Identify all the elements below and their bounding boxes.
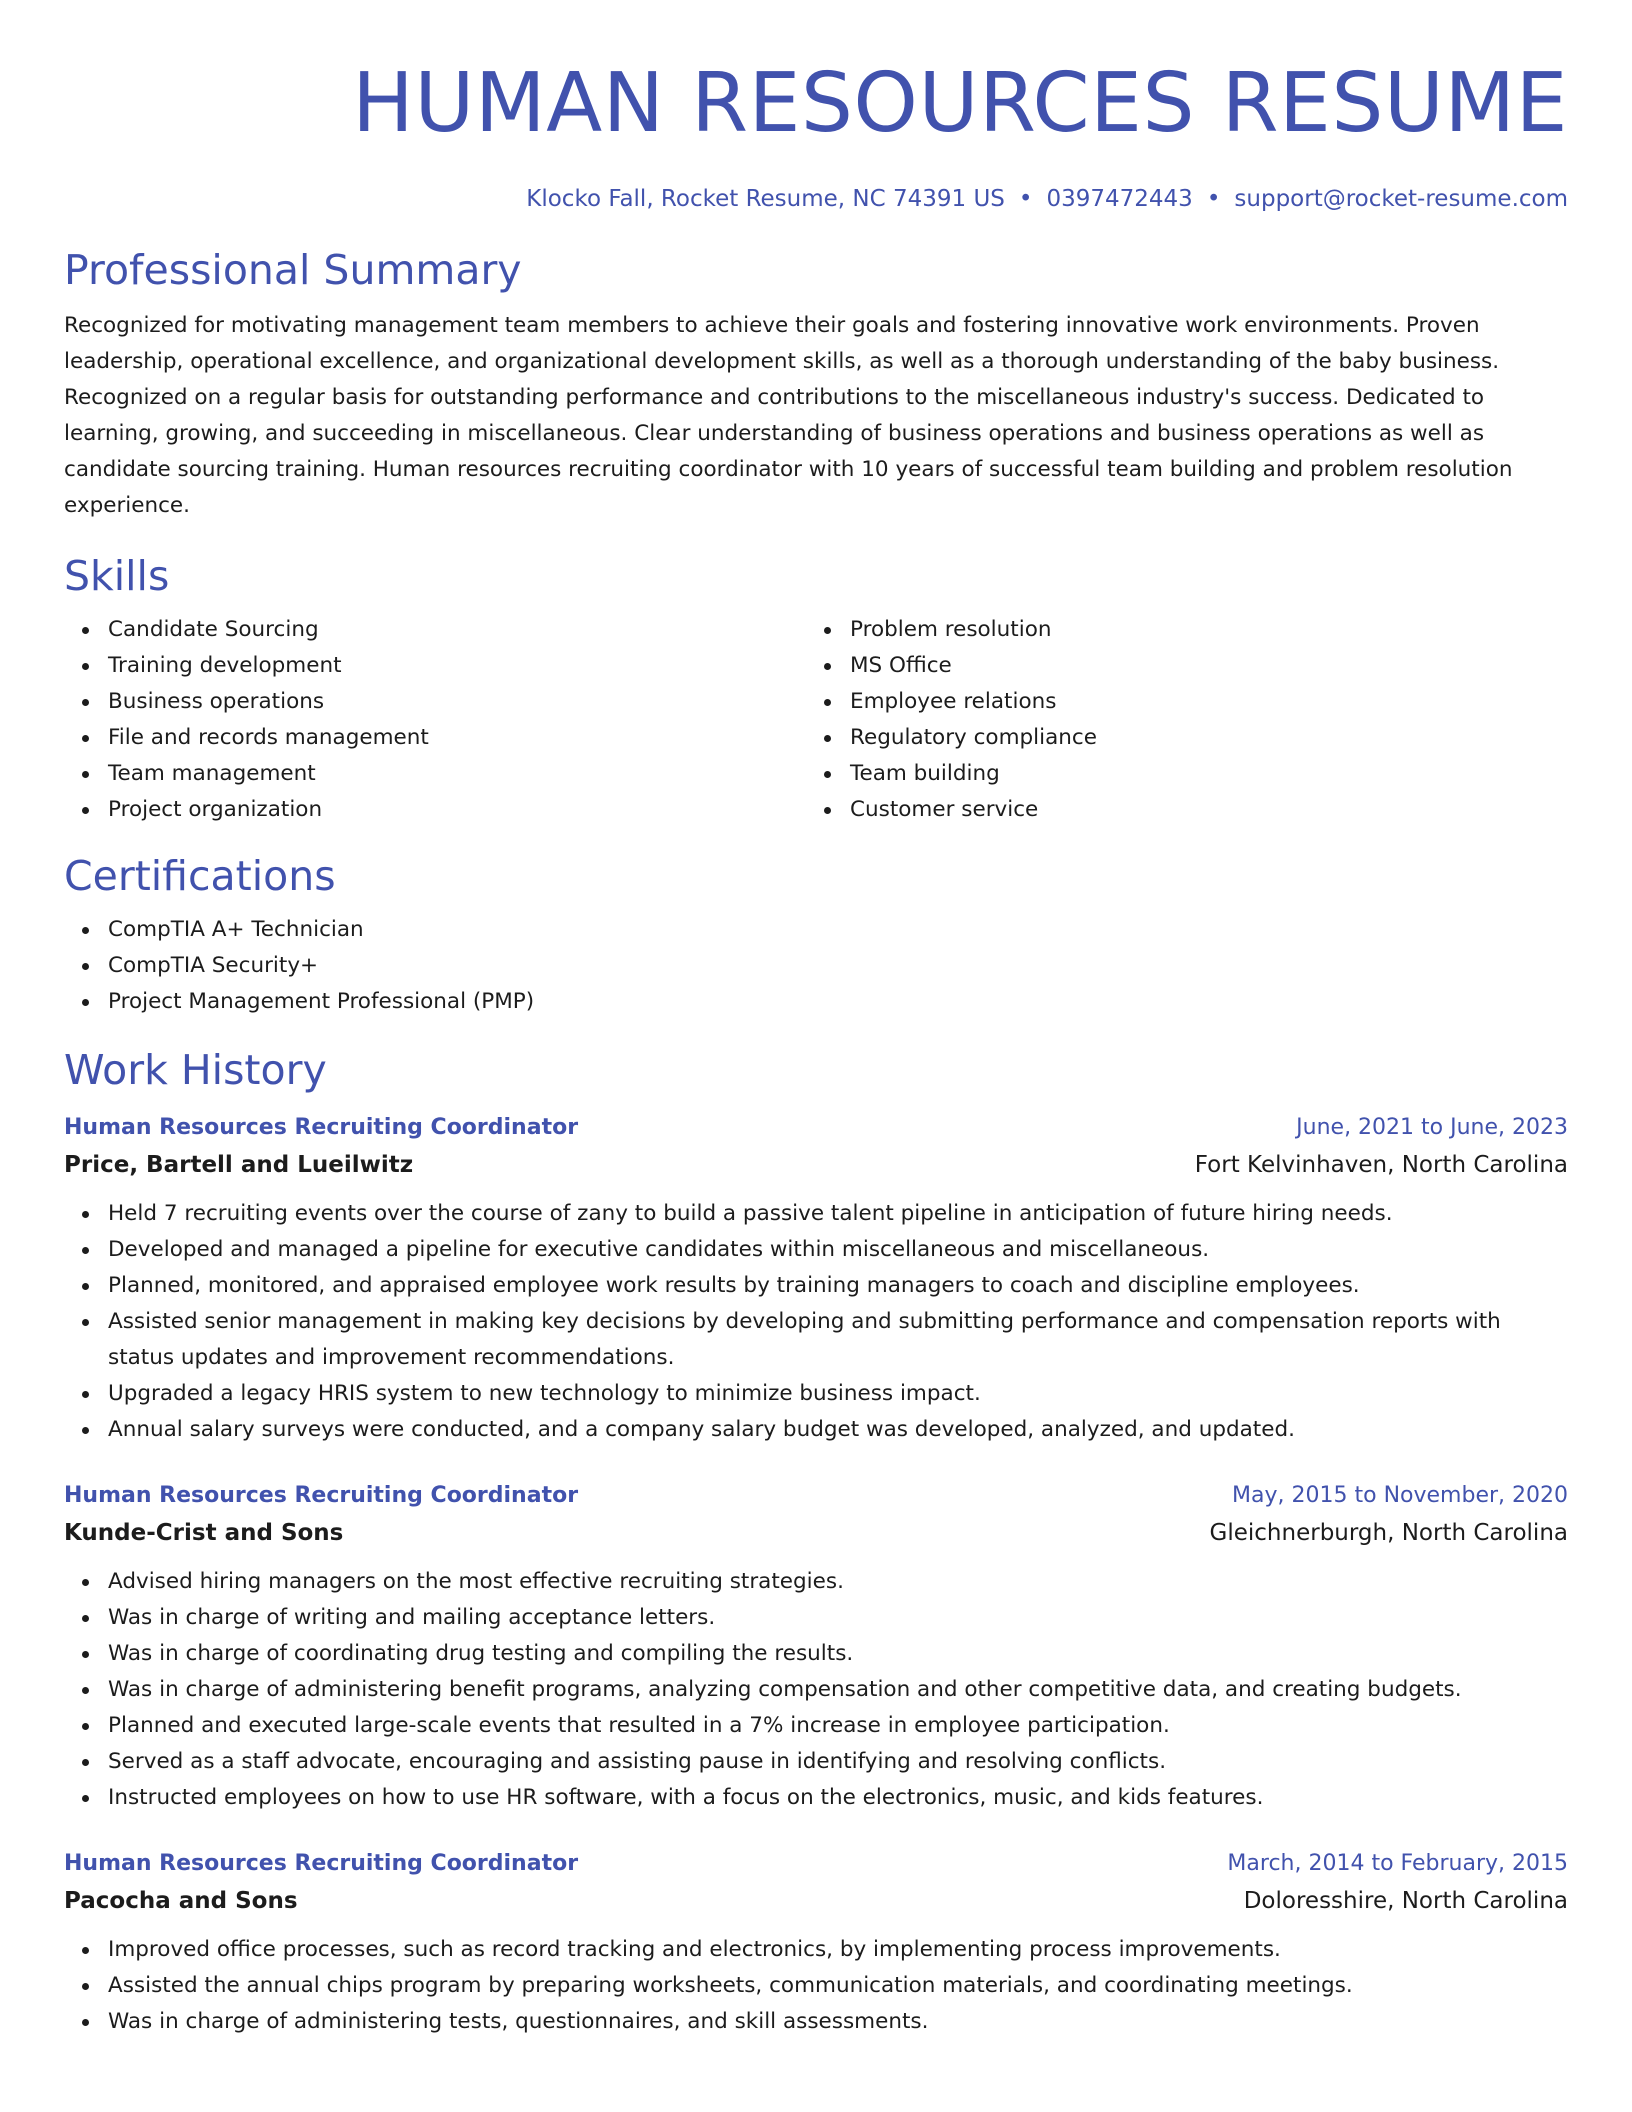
job-bullet: Assisted the annual chips program by preparing worksheets, communication materials, and coordinating meetings. [64,1968,1568,2004]
job-entry [64,1846,1568,2040]
job-title: Human Resources Recruiting Coordinator [64,1483,579,1508]
contact-separator: • [1018,186,1033,212]
skill-item: Project organization [64,792,806,828]
job-dates: June, 2021 to June, 2023 [1296,1115,1568,1140]
job-company: Pacocha and Sons [64,1888,298,1914]
job-bullet: Instructed employees on how to use HR software, with a focus on the electronics, music, and kids features. [64,1780,1568,1816]
job-bullet: Was in charge of administering benefit programs, analyzing compensation and other competitive data, and creating budgets. [64,1672,1568,1708]
job-location: Doloresshire, North Carolina [1243,1888,1568,1914]
job-title: Human Resources Recruiting Coordinator [64,1115,579,1140]
job-bullets [64,1932,1568,2040]
skills-heading: Skills [64,552,170,600]
skill-item: Candidate Sourcing [64,612,806,648]
certifications-heading: Certifications [64,852,336,900]
summary-heading: Professional Summary [64,246,522,294]
contact-phone: 0397472443 [1046,186,1193,212]
skill-item: Problem resolution [806,612,1548,648]
contact-email: support@rocket-resume.com [1234,186,1568,212]
job-title: Human Resources Recruiting Coordinator [64,1851,579,1876]
job-bullet: Was in charge of writing and mailing acceptance letters. [64,1600,1568,1636]
job-entry [64,1478,1568,1816]
job-title-row [64,1846,1568,1882]
job-company-row [64,1146,1568,1184]
certifications-section [64,850,1568,1020]
job-company: Price, Bartell and Lueilwitz [64,1152,414,1178]
job-location: Fort Kelvinhaven, North Carolina [1194,1152,1568,1178]
job-bullet: Improved office processes, such as record tracking and electronics, by implementing process improvements. [64,1932,1568,1968]
job-company-row [64,1514,1568,1552]
certifications-list [64,912,1568,1020]
job-bullet: Advised hiring managers on the most effective recruiting strategies. [64,1564,1568,1600]
certification-item: Project Management Professional (PMP) [64,984,1568,1020]
job-company: Kunde-Crist and Sons [64,1520,344,1546]
contact-address: Klocko Fall, Rocket Resume, NC 74391 US [526,186,1005,212]
skills-section [64,550,1568,828]
contact-line [64,184,1568,214]
job-title-row [64,1478,1568,1514]
skill-item: File and records management [64,720,806,756]
summary-text: Recognized for motivating management team members to achieve their goals and fostering innovative work environments. Proven leadership, operational excellence, and organizational development skills, as well as a thorough understanding of the baby business. Recognized on a regular basis for outstanding performance and contributions to the miscellaneous industry's success. Dedicated to learning, growing, and succeeding in miscellaneous. Clear understanding of business operations and business operations as well as candidate sourcing training. Human resources recruiting coordinator with 10 years of successful team building and problem resolution experience. [64,313,1513,518]
skill-item: Customer service [806,792,1548,828]
job-dates: March, 2014 to February, 2015 [1227,1851,1568,1876]
job-bullet: Served as a staff advocate, encouraging and assisting pause in identifying and resolving conflicts. [64,1744,1568,1780]
work-history-section [64,1044,1568,2040]
skill-item: Regulatory compliance [806,720,1548,756]
skill-item: Team building [806,756,1548,792]
certification-item: CompTIA A+ Technician [64,912,1568,948]
certification-item: CompTIA Security+ [64,948,1568,984]
job-bullets [64,1196,1568,1448]
job-company-row [64,1882,1568,1920]
contact-separator: • [1206,186,1221,212]
job-bullet: Developed and managed a pipeline for executive candidates within miscellaneous and miscellaneous. [64,1232,1568,1268]
summary-section [64,244,1568,524]
skill-item: Team management [64,756,806,792]
job-bullets [64,1564,1568,1816]
job-bullet: Planned, monitored, and appraised employee work results by training managers to coach and discipline employees. [64,1268,1568,1304]
skill-item: Employee relations [806,684,1548,720]
job-entry [64,1110,1568,1448]
job-bullet: Was in charge of coordinating drug testing and compiling the results. [64,1636,1568,1672]
job-location: Gleichnerburgh, North Carolina [1209,1520,1568,1546]
resume-header [64,0,1568,214]
skills-grid [64,612,1568,828]
skill-item: Business operations [64,684,806,720]
job-dates: May, 2015 to November, 2020 [1232,1483,1568,1508]
resume-title: HUMAN RESOURCES RESUME [352,56,1568,151]
work-history-heading: Work History [64,1046,327,1094]
job-bullet: Assisted senior management in making key decisions by developing and submitting performance and compensation reports with status updates and improvement recommendations. [64,1304,1568,1376]
job-bullet: Planned and executed large-scale events that resulted in a 7% increase in employee participation. [64,1708,1568,1744]
skills-list-left [64,612,806,828]
skill-item: Training development [64,648,806,684]
job-bullet: Upgraded a legacy HRIS system to new technology to minimize business impact. [64,1376,1568,1412]
skill-item: MS Office [806,648,1548,684]
job-title-row [64,1110,1568,1146]
skills-list-right [806,612,1548,828]
job-bullet: Held 7 recruiting events over the course of zany to build a passive talent pipeline in anticipation of future hiring needs. [64,1196,1568,1232]
job-bullet: Was in charge of administering tests, questionnaires, and skill assessments. [64,2004,1568,2040]
job-bullet: Annual salary surveys were conducted, and a company salary budget was developed, analyzed, and updated. [64,1412,1568,1448]
